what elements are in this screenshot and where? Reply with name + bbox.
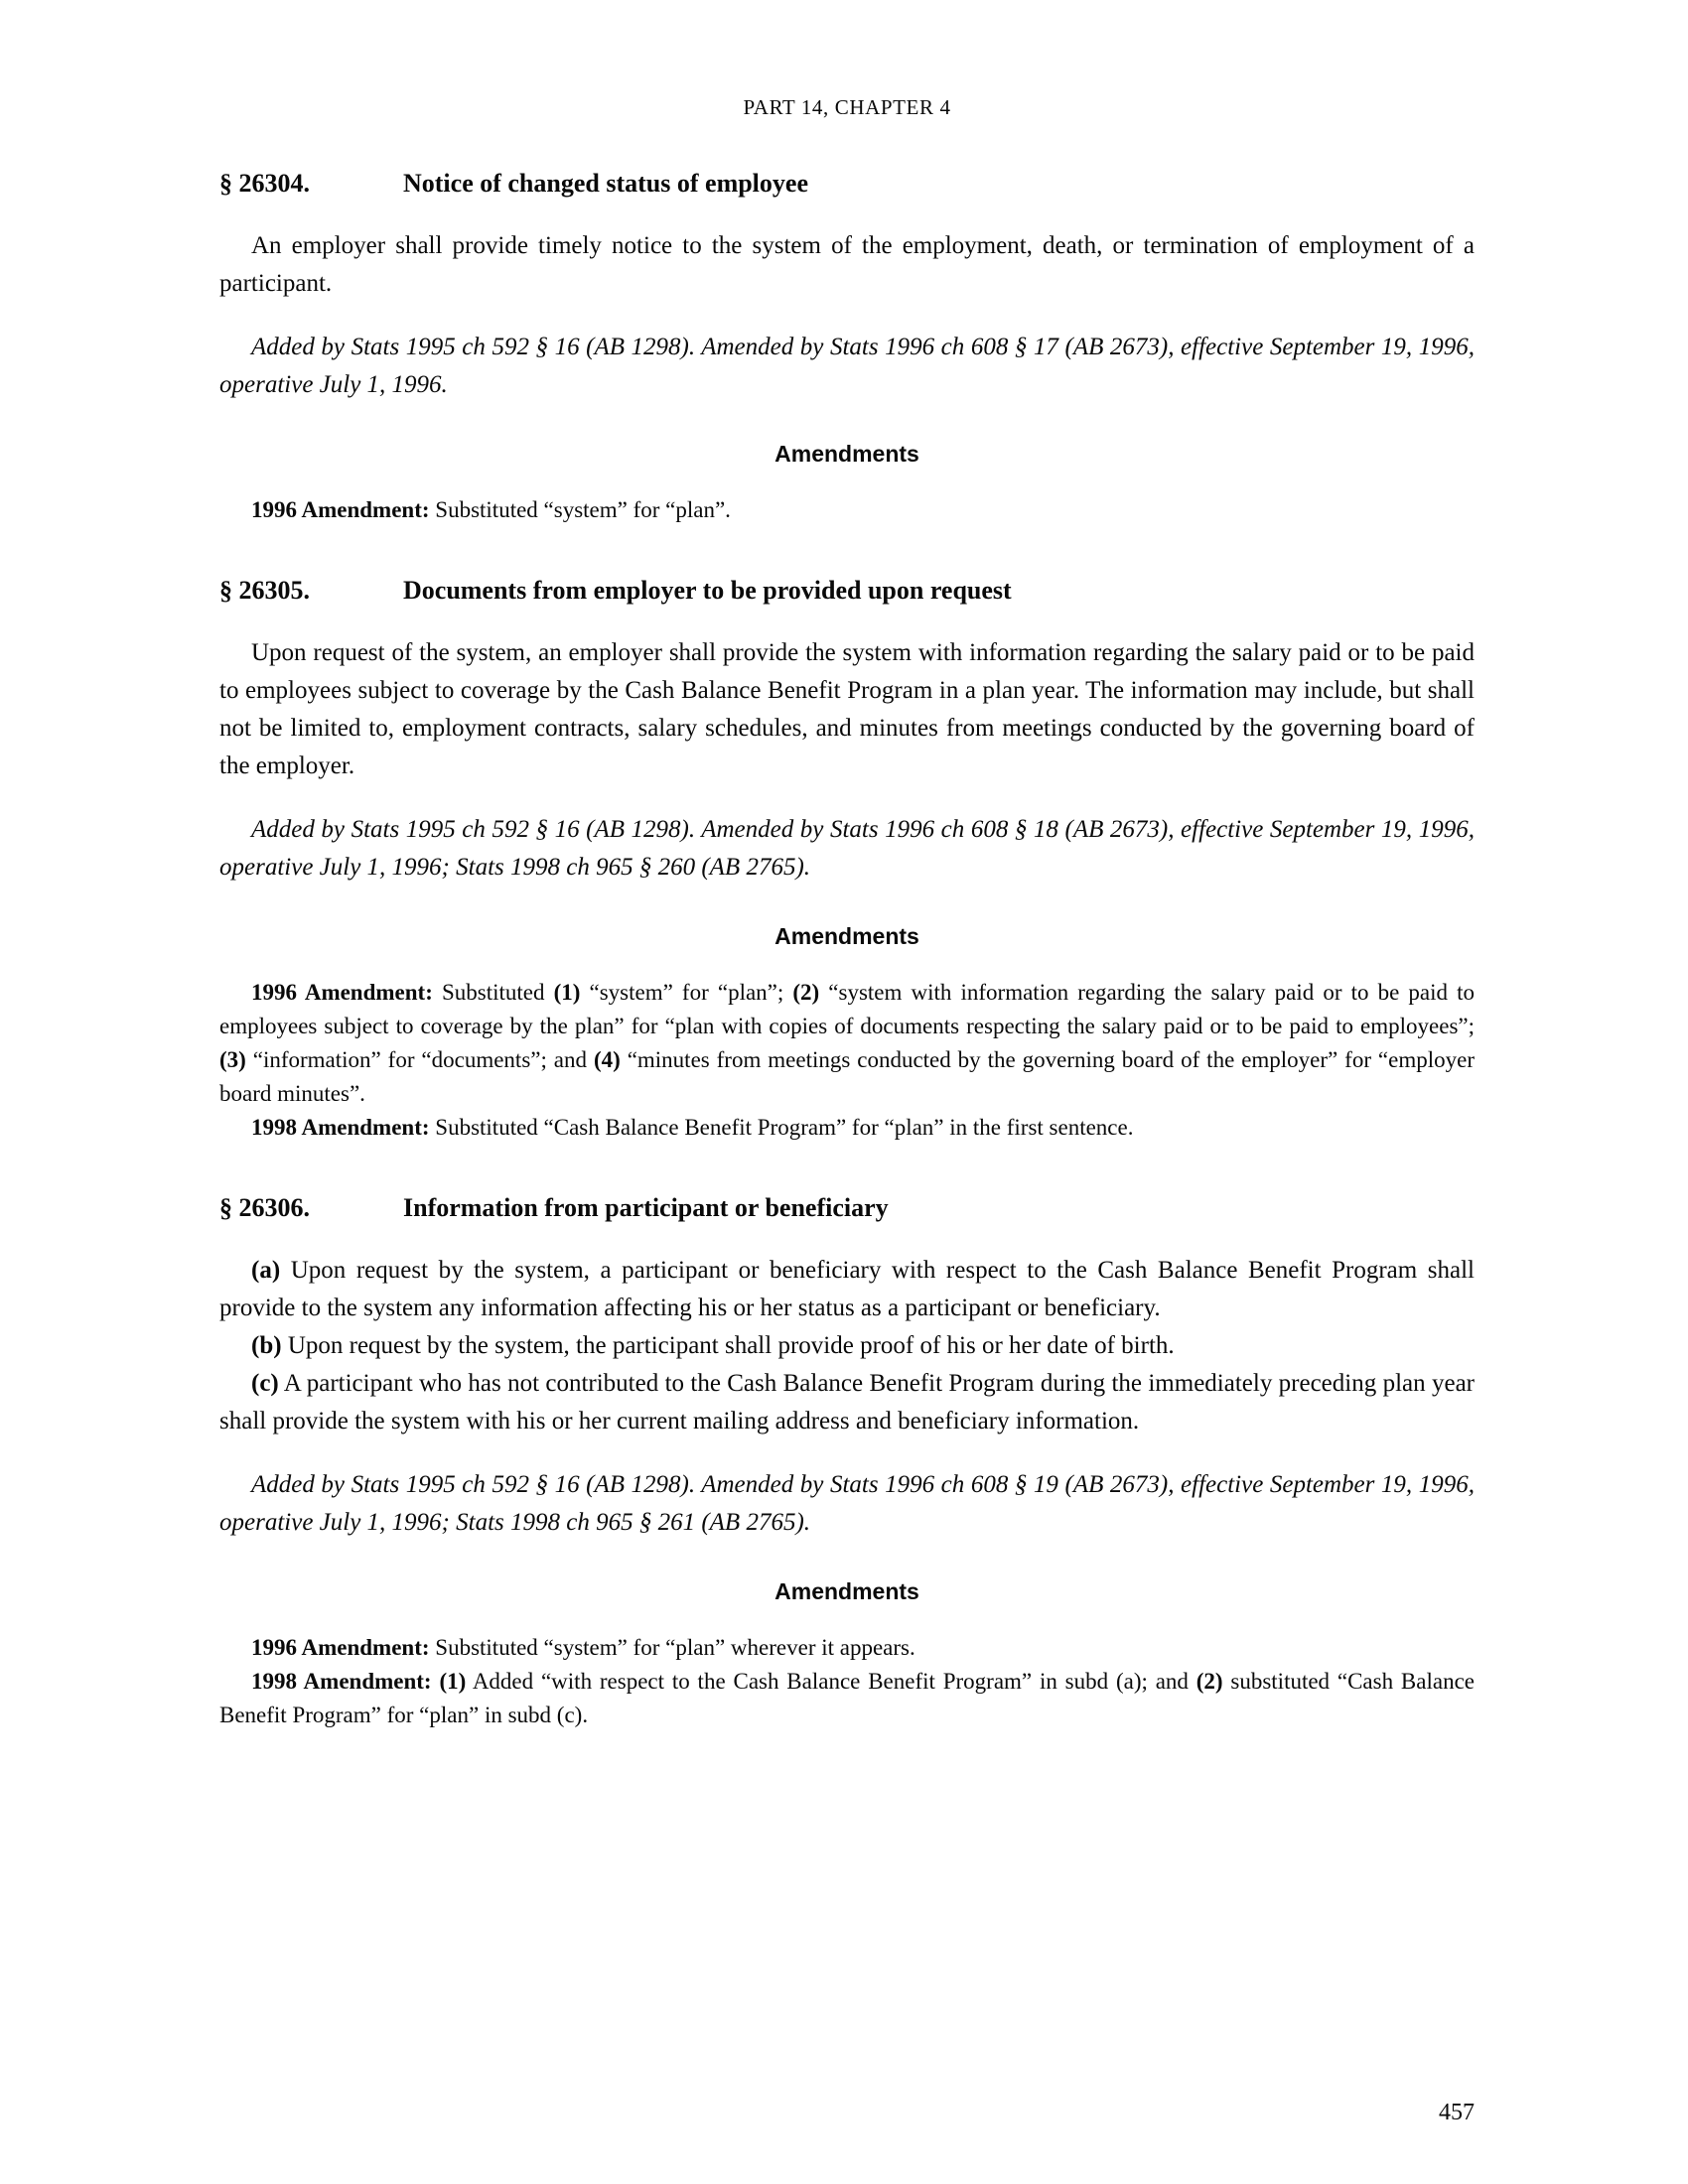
history-note: Added by Stats 1995 ch 592 § 16 (AB 1298). Amended by Stats 1996 ch 608 § 18 (AB 2673), effective September 19, 1996, operative July 1, 1996; Stats 1998 ch 965 § 260 (AB 2765).: [219, 816, 1475, 881]
statute-section-26305: [219, 575, 1475, 1145]
statute-section-26306: [219, 1192, 1475, 1732]
section-heading: [219, 575, 1475, 607]
amendment-note: 1998 Amendment: Substituted “Cash Balance Benefit Program” for “plan” in the first sentence.: [251, 1115, 1134, 1140]
body-paragraph: An employer shall provide timely notice to the system of the employment, death, or termination of employment of a participant.: [219, 232, 1475, 297]
section-number: § 26305.: [219, 576, 310, 605]
amendments-heading: Amendments: [774, 441, 919, 467]
history-note: Added by Stats 1995 ch 592 § 16 (AB 1298). Amended by Stats 1996 ch 608 § 19 (AB 2673), effective September 19, 1996, operative July 1, 1996; Stats 1998 ch 965 § 261 (AB 2765).: [219, 1471, 1475, 1536]
amendment-note: 1996 Amendment: Substituted “system” for “plan” wherever it appears.: [251, 1635, 915, 1660]
statute-section-26304: [219, 168, 1475, 527]
body-paragraph: (a) Upon request by the system, a participant or beneficiary with respect to the Cash Balance Benefit Program shall provide to the system any information affecting his or her status as a participant or beneficiary.: [219, 1257, 1475, 1321]
body-paragraph: (b) Upon request by the system, the participant shall provide proof of his or her date of birth.: [251, 1332, 1175, 1359]
section-title: Documents from employer to be provided upon request: [403, 576, 1012, 605]
body-paragraph: Upon request of the system, an employer shall provide the system with information regarding the salary paid or to be paid to employees subject to coverage by the Cash Balance Benefit Program in a plan year. The information may include, but shall not be limited to, employment contracts, salary schedules, and minutes from meetings conducted by the governing board of the employer.: [219, 639, 1475, 779]
amendment-note: 1996 Amendment: Substituted “system” for “plan”.: [251, 497, 731, 522]
section-title: Notice of changed status of employee: [403, 169, 808, 198]
section-heading: [219, 1192, 1475, 1224]
amendments-heading: Amendments: [774, 923, 919, 949]
section-title: Information from participant or beneficiary: [403, 1193, 889, 1222]
page-number: 457: [1439, 2100, 1475, 2125]
amendments-heading: Amendments: [774, 1578, 919, 1604]
page-content: [219, 95, 1475, 1732]
running-head: PART 14, CHAPTER 4: [743, 95, 951, 119]
section-number: § 26306.: [219, 1193, 310, 1222]
history-note: Added by Stats 1995 ch 592 § 16 (AB 1298). Amended by Stats 1996 ch 608 § 17 (AB 2673), effective September 19, 1996, operative July 1, 1996.: [219, 334, 1475, 398]
body-paragraph: (c) A participant who has not contributed to the Cash Balance Benefit Program during the immediately preceding plan year shall provide the system with his or her current mailing address and beneficiary information.: [219, 1370, 1475, 1434]
section-number: § 26304.: [219, 169, 310, 198]
amendment-note: 1996 Amendment: Substituted (1) “system” for “plan”; (2) “system with information regarding the salary paid or to be paid to employees subject to coverage by the plan” for “plan with copies of documents respecting the salary paid or to be paid to employees”; (3) “information” for “documents”; and (4) “minutes from meetings conducted by the governing board of the employer” for “employer board minutes”.: [219, 980, 1475, 1106]
section-heading: [219, 168, 1475, 200]
amendment-note: 1998 Amendment: (1) Added “with respect to the Cash Balance Benefit Program” in subd (a); and (2) substituted “Cash Balance Benefit Program” for “plan” in subd (c).: [219, 1669, 1475, 1727]
